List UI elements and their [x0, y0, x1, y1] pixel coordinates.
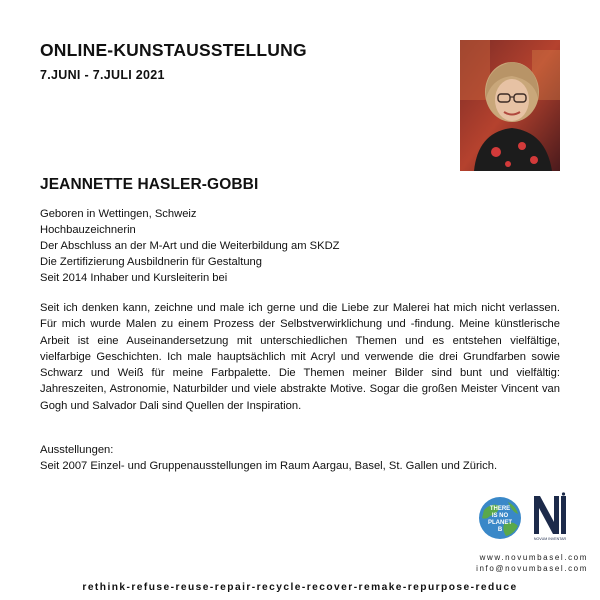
- contact-block: [476, 552, 588, 574]
- bio-line: Geboren in Wettingen, Schweiz: [40, 208, 197, 220]
- earth-logo-text: B: [497, 527, 503, 533]
- bio-line: Seit 2014 Inhaber und Kursleiterin bei: [40, 272, 228, 284]
- artist-portrait: [460, 40, 560, 171]
- earth-logo-text: IS NO: [491, 513, 509, 519]
- website-link[interactable]: www.novumbasel.com: [479, 553, 588, 562]
- exhibitions-section: [40, 442, 560, 474]
- artist-bio: [40, 206, 520, 286]
- tagline: rethink-refuse-reuse-repair-recycle-recover-remake-repurpose-reduce: [82, 582, 518, 593]
- no-planet-b-logo: [478, 496, 522, 540]
- exhibitions-heading: Ausstellungen:: [40, 444, 114, 456]
- artist-description: Seit ich denken kann, zeichne und male ich gerne und die Liebe zur Malerei hat mich nicht verlassen. Für mich wurde Malen zu einem Prozess der Selbstverwirklichung und -findung. Meine künstlerische Arbeit ist eine Auseinandersetzung mit unterschiedlichen Themen und es entstehen vielfältige, vielfarbige Geschichten. Ich male hauptsächlich mit Acryl und verwende die drei Grundfarben sowie Schwarz und Weiß für meine Farbpalette. Die Themen meiner Bilder sind bunt und vielfältig: Jahreszeiten, Astronomie, Naturbilder und viele abstrakte Motive. Sogar die großen Meister Vincent van Gogh und Salvador Dali sind Quellen der Inspiration.: [40, 302, 560, 412]
- bio-line: Hochbauzeichnerin: [40, 224, 136, 236]
- bio-line: Die Zertifizierung Ausbildnerin für Gestaltung: [40, 256, 262, 268]
- novum-logo: [532, 492, 568, 542]
- novum-logo-caption: NOVUM INVENTAR: [533, 537, 567, 541]
- artist-name: JEANNETTE HASLER-GOBBI: [40, 176, 259, 193]
- exhibition-dates: 7.JUNI - 7.JULI 2021: [40, 68, 165, 82]
- earth-logo-text: THERE: [489, 506, 511, 512]
- page-title: ONLINE-KUNSTAUSSTELLUNG: [40, 40, 307, 60]
- bio-line: Der Abschluss an der M-Art und die Weiterbildung am SKDZ: [40, 240, 340, 252]
- email-link[interactable]: info@novumbasel.com: [476, 564, 588, 573]
- exhibitions-text: Seit 2007 Einzel- und Gruppenausstellungen im Raum Aargau, Basel, St. Gallen und Zürich.: [40, 460, 498, 472]
- earth-logo-text: PLANET: [488, 520, 512, 526]
